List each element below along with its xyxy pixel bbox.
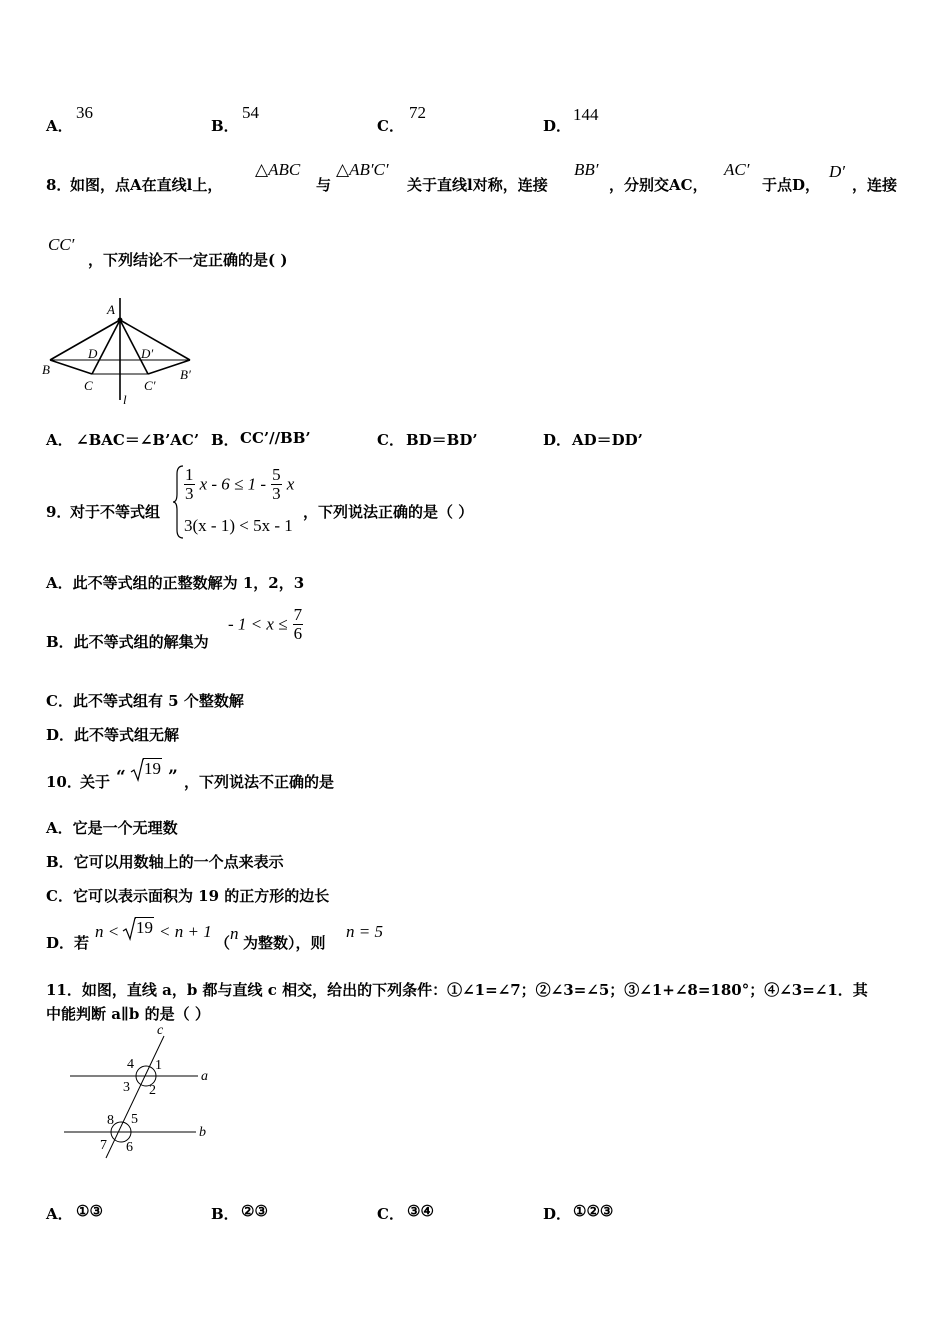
q8-math-5: D′ (829, 162, 845, 181)
angle-1: 1 (155, 1058, 162, 1073)
q10-option-d-text-3: 为整数），则 (243, 934, 326, 952)
q11-option-c-label: C． (377, 1205, 404, 1223)
q9-inequality-1-body: x - 6 ≤ 1 - (199, 474, 267, 494)
point-a (118, 318, 123, 323)
q8-math-1: △ABC (255, 160, 301, 179)
q7-option-b-label: B． (211, 117, 239, 135)
q9-frac-1-num: 1 (185, 465, 194, 484)
q10-option-d-math-3: n = 5 (346, 922, 383, 941)
angle-3: 3 (123, 1080, 130, 1095)
q9-text-1: 对于不等式组 (70, 503, 161, 521)
q10-quote-right: ” (168, 767, 178, 787)
q9-frac-2 (271, 466, 282, 503)
label-a: a (201, 1069, 208, 1084)
sqrt-icon (122, 917, 136, 941)
q10-option-d-radicand: 19 (136, 918, 153, 937)
q11-option-b-text: ②③ (241, 1202, 268, 1220)
q10-option-c: C．它可以表示面积为 19 的正方形的边长 (46, 887, 330, 905)
q8-option-c-label: C． (377, 431, 404, 449)
q10-quote-left: “ (116, 767, 126, 787)
q9-frac-2-den: 3 (272, 483, 281, 503)
label-l: l (123, 392, 127, 407)
q9-inequality-1-x: x (286, 474, 295, 494)
q7-option-c-value: 72 (409, 103, 426, 122)
q10-option-a: A．它是一个无理数 (46, 819, 178, 837)
q11-line-2: 中能判断 a∥b 的是（ ） (46, 1005, 210, 1023)
angle-5: 5 (131, 1112, 138, 1127)
q8-math-2: △AB′C′ (336, 160, 389, 179)
q9-frac-1-den: 3 (185, 483, 194, 503)
q9-frac-2-num: 5 (272, 465, 281, 484)
label-c: c (157, 1023, 164, 1038)
q11-option-a-text: ①③ (76, 1202, 103, 1220)
q7-option-b-value: 54 (242, 103, 259, 122)
q8-option-b-text: CC’//BB’ (240, 429, 311, 447)
q11-option-d-label: D． (543, 1205, 572, 1223)
q8-number: 8． (46, 176, 72, 194)
q10-option-b: B．它可以用数轴上的一个点来表示 (46, 853, 284, 871)
q11-option-b-label: B． (211, 1205, 239, 1223)
q11-option-a-label: A． (46, 1205, 73, 1223)
q8-math-6: CC′ (48, 235, 75, 254)
q8-text-7: ，下列结论不一定正确的是( ) (88, 251, 288, 269)
q10-option-d-n: n (230, 924, 239, 943)
label-d-prime: D′ (141, 346, 154, 361)
q9-frac-1 (184, 466, 195, 503)
q8-figure (40, 296, 210, 408)
q10-text-1: 关于 (80, 773, 111, 791)
angle-7: 7 (100, 1138, 107, 1153)
q9-option-b-frac-num: 7 (293, 605, 303, 624)
q8-text-1: 如图，点A在直线l上， (70, 176, 223, 194)
q8-text-5: 于点D， (762, 176, 821, 194)
q9-option-d: D．此不等式组无解 (46, 726, 180, 744)
q8-text-6: ，连接 (852, 176, 898, 194)
q9-option-b-ineq: - 1 < x ≤ (228, 614, 288, 634)
q9-text-2: ，下列说法正确的是（ ） (303, 503, 474, 521)
q10-option-d-text-2: （ (215, 934, 231, 952)
q9-option-c: C．此不等式组有 5 个整数解 (46, 692, 244, 710)
q11-figure (60, 1022, 220, 1162)
q8-math-3: BB′ (574, 160, 599, 179)
q8-option-a-text: ∠BAC＝∠B’AC’ (76, 431, 200, 449)
angle-6: 6 (126, 1140, 133, 1155)
q10-option-d-sqrt (122, 917, 154, 941)
q11-option-c-text: ③④ (407, 1202, 434, 1220)
q10-sqrt-19 (130, 758, 162, 782)
q8-math-4: AC′ (724, 160, 750, 179)
label-c: C (84, 378, 93, 393)
q8-option-d-text: AD＝DD’ (572, 431, 643, 449)
q8-option-a-label: A． (46, 431, 73, 449)
q7-option-a-value: 36 (76, 103, 93, 122)
q9-option-b-frac (293, 606, 304, 643)
angle-2: 2 (149, 1083, 156, 1098)
q8-option-c-text: BD＝BD’ (406, 431, 478, 449)
q9-option-a: A．此不等式组的正整数解为 1，2，3 (46, 574, 305, 592)
q7-option-d-value: 144 (573, 105, 599, 124)
label-c-prime: C′ (144, 378, 156, 393)
segment-bc (50, 360, 92, 374)
q8-option-b-label: B． (211, 431, 239, 449)
label-b: b (199, 1125, 206, 1140)
q7-option-d-label: D． (543, 117, 572, 135)
q8-option-d-label: D． (543, 431, 572, 449)
label-b: B (42, 362, 50, 377)
q8-text-3: 关于直线l对称，连接 (407, 176, 548, 194)
q10-option-d-label: D．若 (46, 934, 90, 952)
q8-text-4: ，分别交AC， (609, 176, 708, 194)
q9-option-b-math (228, 606, 303, 643)
q7-option-c-label: C． (377, 117, 404, 135)
q9-inequality-2: 3(x - 1) < 5x - 1 (184, 516, 293, 535)
label-d: D (88, 346, 98, 361)
q9-option-b-frac-den: 6 (293, 623, 303, 643)
angle-8: 8 (107, 1113, 114, 1128)
q7-option-a-label: A． (46, 117, 73, 135)
q10-radicand: 19 (144, 759, 161, 778)
q10-number: 10． (46, 773, 82, 791)
q10-text-2: ，下列说法不正确的是 (184, 773, 335, 791)
q9-option-b: B．此不等式组的解集为 (46, 633, 209, 651)
q9-inequality-1 (184, 466, 294, 503)
q11-line-1: 11．如图，直线 a，b 都与直线 c 相交，给出的下列条件：①∠1=∠7；②∠3=∠5；③∠1+∠8=180°；④∠3=∠1．其 (46, 981, 868, 999)
label-b-prime: B′ (180, 367, 191, 382)
q10-option-d-math-1: n < (95, 922, 120, 941)
label-a: A (107, 302, 115, 317)
q8-text-2: 与 (316, 176, 332, 194)
q9-number: 9． (46, 503, 72, 521)
angle-4: 4 (127, 1057, 134, 1072)
q11-option-d-text: ①②③ (573, 1202, 614, 1220)
q10-option-d-math-2: < n + 1 (159, 922, 212, 941)
sqrt-icon (130, 758, 144, 782)
